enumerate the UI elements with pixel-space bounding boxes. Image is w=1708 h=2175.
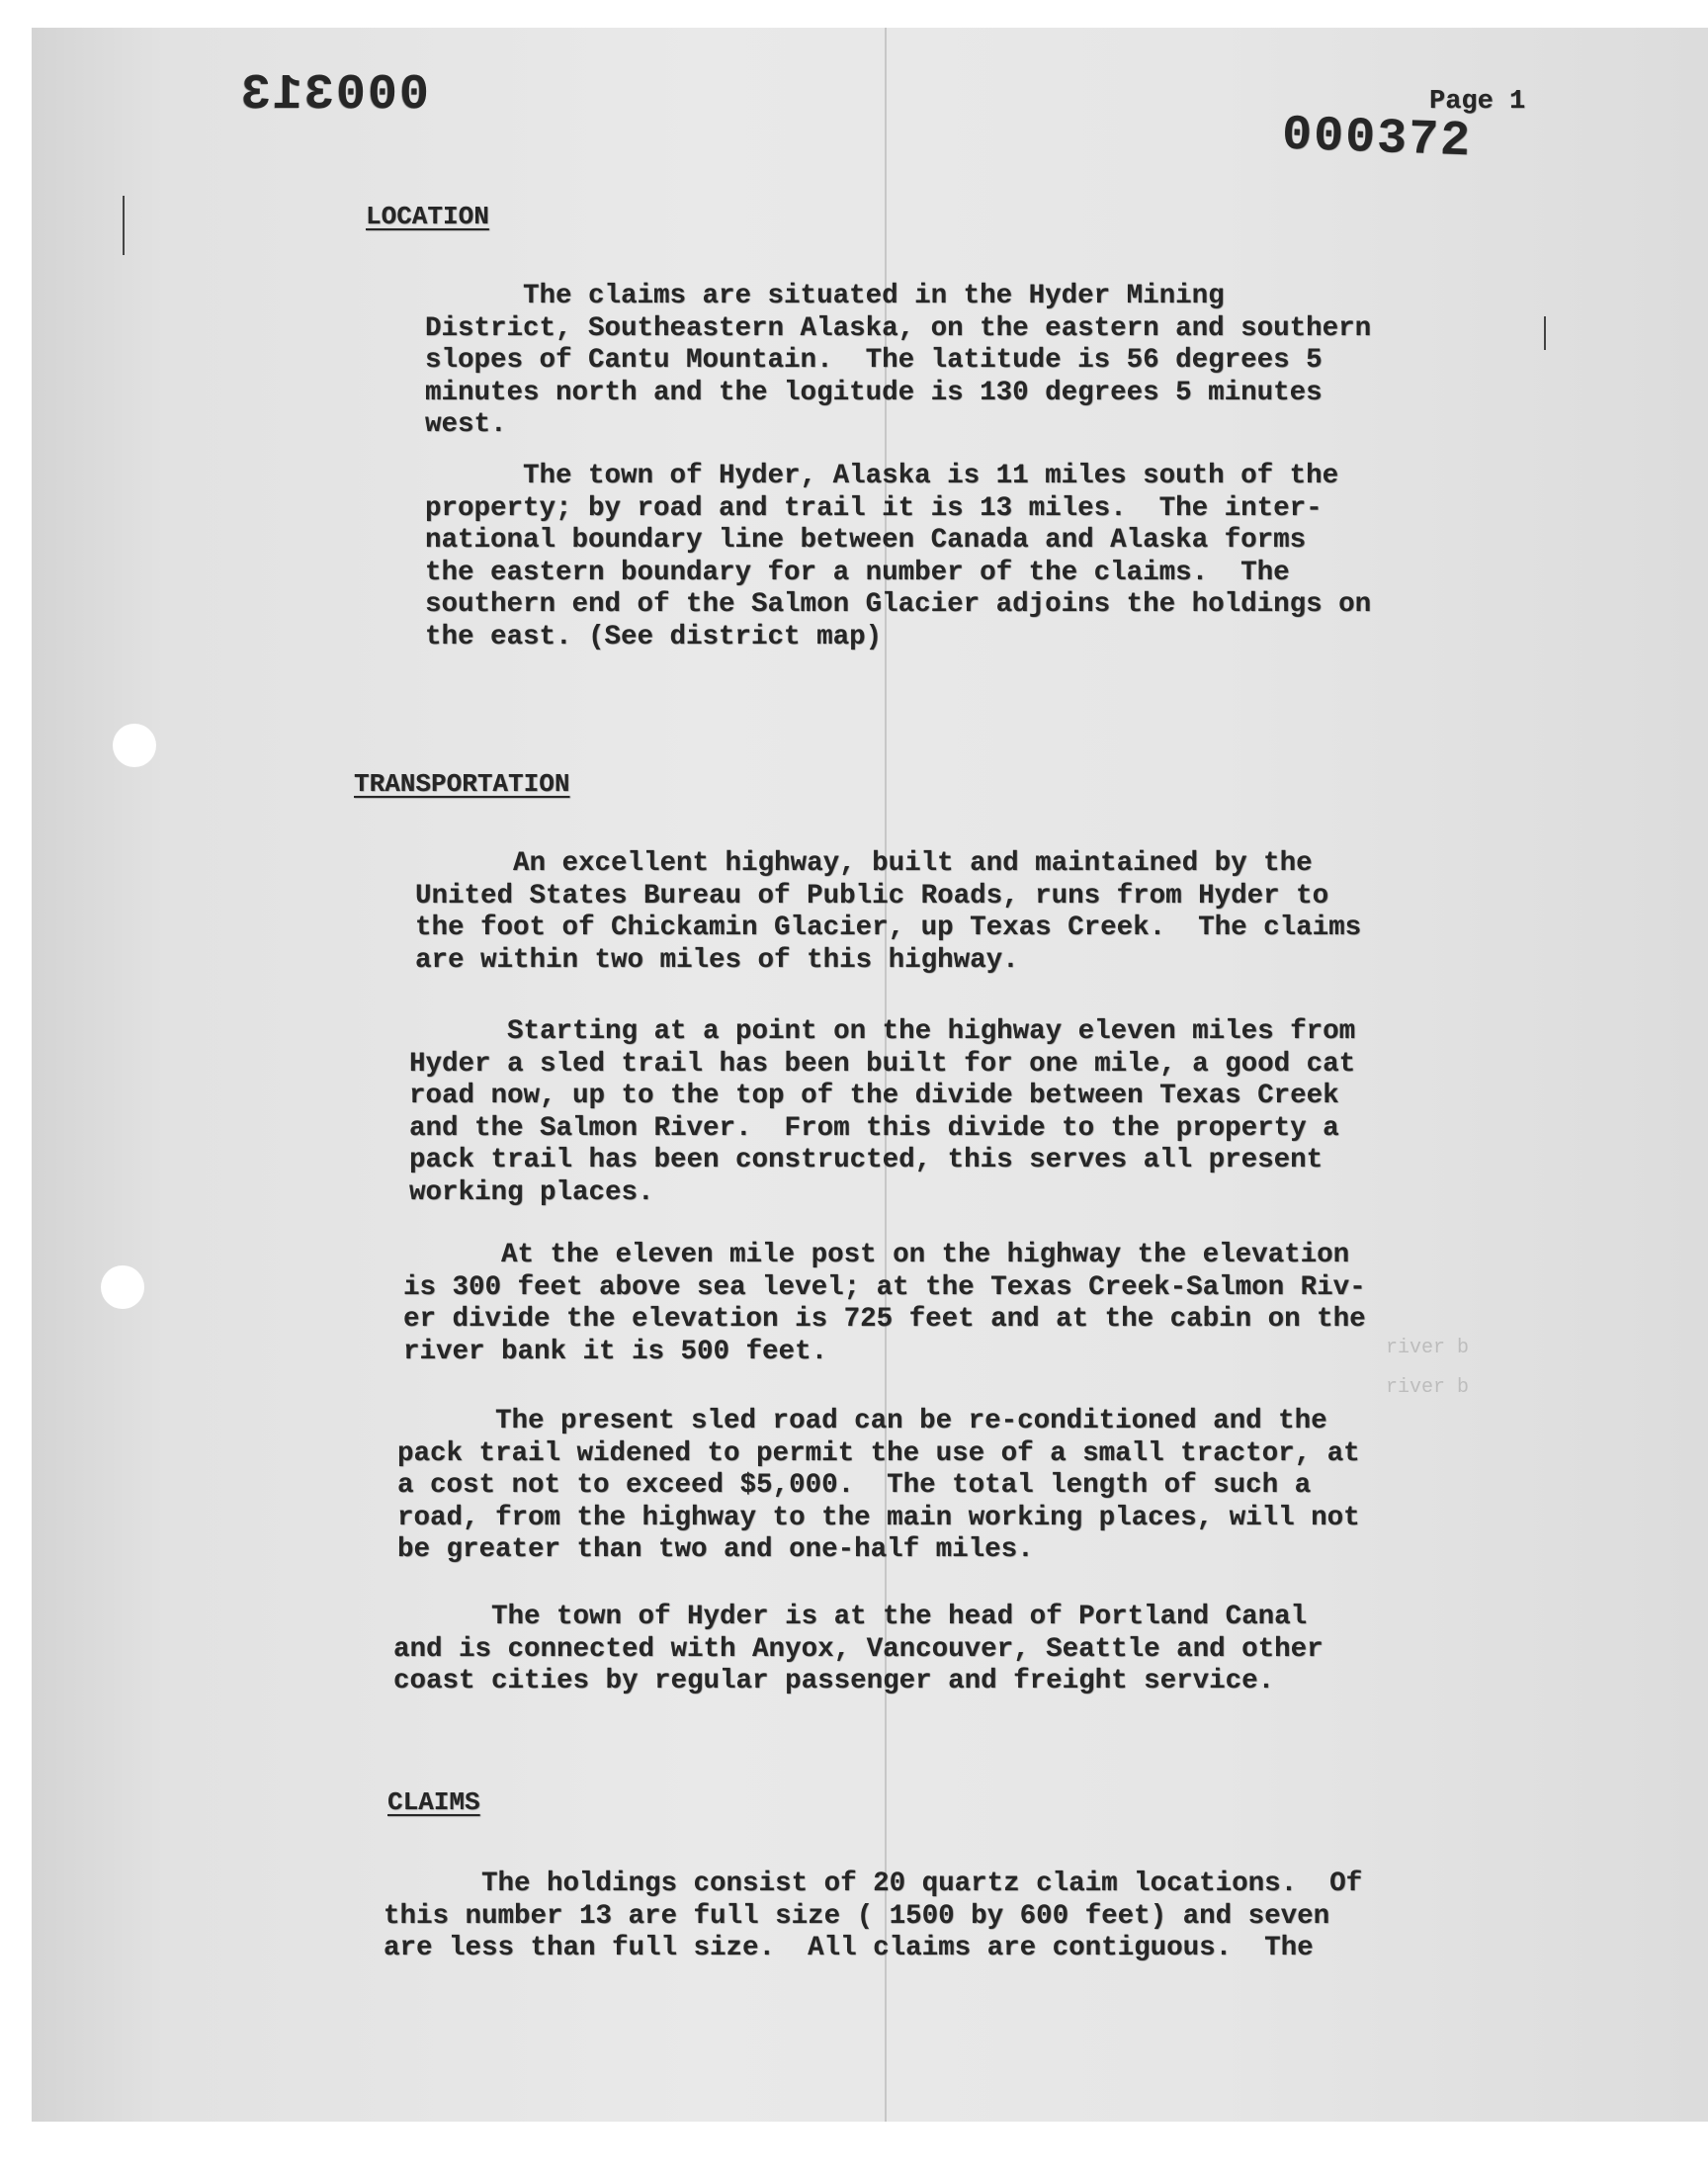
bleed-line-2: river b (1386, 1376, 1470, 1399)
transportation-paragraph-1: An excellent highway, built and maintained by the United States Bureau of Public Roads, runs from Hyder to the foot of Chickamin Glacier, up Texas Creek. The claims are within two miles of this highway. (415, 848, 1362, 976)
bleed-line-1: river b (1386, 1337, 1470, 1359)
margin-mark-left (123, 196, 125, 255)
heading-transportation: TRANSPORTATION (354, 769, 570, 799)
stamp-number-right: 000372 (1281, 107, 1473, 171)
location-paragraph-1: The claims are situated in the Hyder Mining District, Southeastern Alaska, on the eastern and southern slopes of Cantu Mountain. The latitude is 56 degrees 5 minutes north and the logitude is 130 degrees 5 minutes west. (425, 281, 1372, 440)
punch-hole-top (113, 724, 156, 767)
location-paragraph-2: The town of Hyder, Alaska is 11 miles south of the property; by road and trail it is 13 miles. The inter- national boundary line between Canada and Alaska forms the eastern boundary for a number of the claims. The southern end of the Salmon Glacier adjoins the holdings on the east. (See district map) (425, 461, 1372, 652)
claims-paragraph-1: The holdings consist of 20 quartz claim locations. Of this number 13 are full size ( 1500 by 600 feet) and seven are less than full size. All claims are contiguous. The (384, 1869, 1363, 1963)
transportation-paragraph-2: Starting at a point on the highway eleven miles from Hyder a sled trail has been built for one mile, a good cat road now, up to the top of the divide between Texas Creek and the Salmon River. From this divide to the property a pack trail has been constructed, this serves all present working places. (409, 1016, 1356, 1208)
bleed-through-text (1386, 1329, 1469, 1408)
transportation-paragraph-3: At the eleven mile post on the highway the elevation is 300 feet above sea level; at the Texas Creek-Salmon Riv- er divide the elevation is 725 feet and at the cabin on the river bank it is 500 feet. (403, 1240, 1366, 1367)
stamp-number-left: 000313 (239, 67, 430, 124)
transportation-paragraph-4: The present sled road can be re-conditioned and the pack trail widened to permit the use of a small tractor, at a cost not to exceed $5,000. The total length of such a road, from the highway to the main working places, will not be greater than two and one-half miles. (397, 1406, 1360, 1565)
heading-claims: CLAIMS (387, 1787, 480, 1817)
transportation-paragraph-5: The town of Hyder is at the head of Portland Canal and is connected with Anyox, Vancouver, Seattle and other coast cities by regular passenger and freight service. (393, 1602, 1324, 1696)
document-page (32, 28, 1708, 2122)
heading-location: LOCATION (366, 202, 489, 231)
punch-hole-bottom (101, 1265, 144, 1309)
margin-mark-right (1544, 316, 1546, 350)
page-label: Page 1 (1429, 87, 1526, 117)
